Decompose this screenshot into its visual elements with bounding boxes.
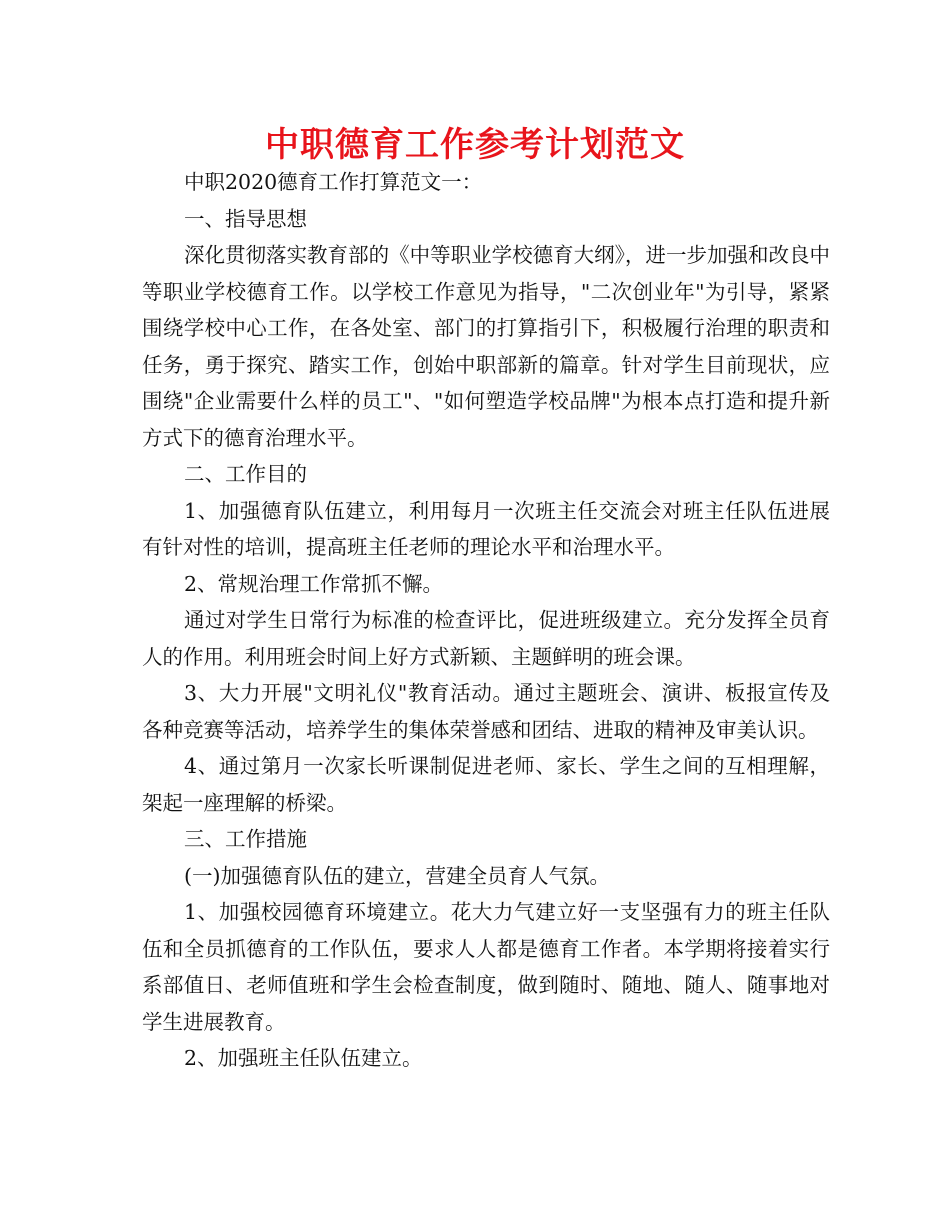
document-body (142, 164, 830, 1077)
paragraph-goal-2-detail: 通过对学生日常行为标准的检查评比，促进班级建立。充分发挥全员育人的作用。利用班会时间上好方式新颖、主题鲜明的班会课。 (142, 608, 830, 669)
paragraph-guiding-ideology: 深化贯彻落实教育部的《中等职业学校德育大纲》，进一步加强和改良中等职业学校德育工作。以学校工作意见为指导，"二次创业年"为引导，紧紧围绕学校中心工作，在各处室、部门的打算指引下，积极履行治理的职责和任务，勇于探究、踏实工作，创始中职部新的篇章。针对学生目前现状，应围绕"企业需要什么样的员工"、"如何塑造学校品牌"为根本点打造和提升新方式下的德育治理水平。 (142, 243, 830, 450)
paragraph-goal-3: 3、大力开展"文明礼仪"教育活动。通过主题班会、演讲、板报宣传及各种竞赛等活动，培养学生的集体荣誉感和团结、进取的精神及审美认识。 (142, 681, 830, 742)
paragraph-goal-4: 4、通过第月一次家长听课制促进老师、家长、学生之间的互相理解，架起一座理解的桥梁。 (142, 754, 830, 815)
paragraph-measure-1: 1、加强校园德育环境建立。花大力气建立好一支坚强有力的班主任队伍和全员抓德育的工作队伍，要求人人都是德育工作者。本学期将接着实行系部值日、老师值班和学生会检查制度，做到随时、随地、随人、随事地对学生进展教育。 (142, 900, 830, 1034)
paragraph-goal-1: 1、加强德育队伍建立，利用每月一次班主任交流会对班主任队伍进展有针对性的培训，提高班主任老师的理论水平和治理水平。 (142, 498, 830, 559)
document-title: 中职德育工作参考计划范文 (265, 125, 685, 165)
heading-work-goals: 二、工作目的 (184, 462, 307, 486)
heading-work-measures: 三、工作措施 (184, 827, 307, 851)
paragraph-measure-section-1: (一)加强德育队伍的建立，营建全员育人气氛。 (184, 863, 610, 888)
paragraph-goal-2: 2、常规治理工作常抓不懈。 (184, 571, 444, 596)
paragraph-measure-2: 2、加强班主任队伍建立。 (184, 1046, 423, 1070)
heading-guiding-ideology: 一、指导思想 (184, 206, 307, 231)
paragraph-intro: 中职2020德育工作打算范文一： (184, 170, 483, 194)
